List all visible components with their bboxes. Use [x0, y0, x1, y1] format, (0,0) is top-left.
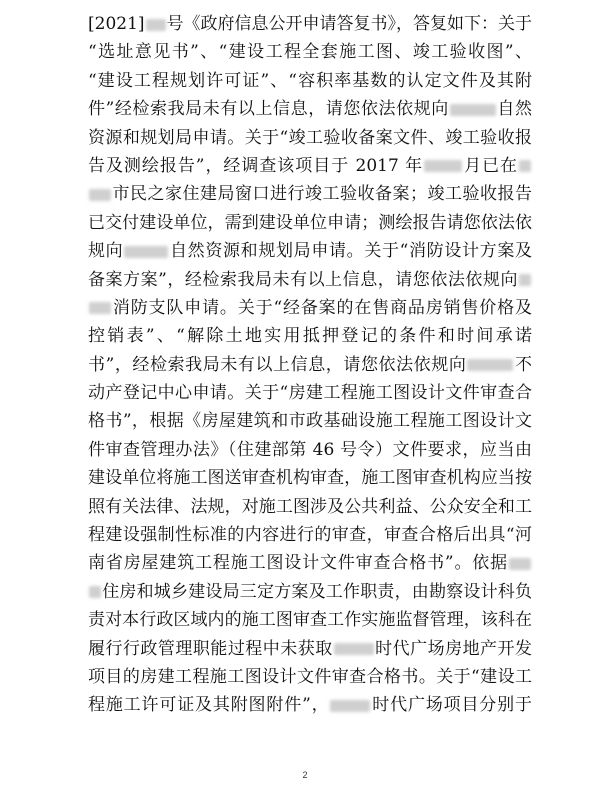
- text-line: [88, 407, 532, 435]
- text-line: [88, 464, 532, 492]
- text-line: [88, 209, 532, 237]
- redaction-mark: [467, 359, 513, 371]
- text-line: [88, 237, 532, 265]
- redaction-mark: [330, 700, 370, 712]
- redaction-mark: [89, 189, 111, 201]
- text-segment: 书”，经检索我局未有以上信息，请您依法依规向: [88, 354, 467, 375]
- text-segment: 项目的房建工程施工图设计文件审查合格书。关于“建设工: [88, 666, 532, 687]
- text-segment: “建设工程规划许可证”、“容积率基数的认定文件及其附: [88, 70, 532, 91]
- document-body-text: [88, 10, 532, 720]
- text-segment: 消防支队申请。关于“经备案的在售商品房销售价格及: [112, 297, 532, 318]
- redaction-mark: [424, 160, 462, 172]
- text-line: [88, 38, 532, 66]
- text-line: [88, 493, 532, 521]
- text-segment: 履行行政管理职能过程中未获取: [88, 638, 333, 659]
- text-line: [88, 180, 532, 208]
- text-segment: 已交付建设单位，需到建设单位申请；测绘报告请您依法依: [88, 212, 532, 233]
- text-segment: 住房和城乡建设局三定方案及工作职责，由勘察设计科负: [102, 581, 532, 602]
- text-line: [88, 549, 532, 577]
- text-segment: 市民之家住建局窗口进行竣工验收备案；竣工验收报告: [112, 184, 532, 205]
- text-line: [88, 322, 532, 350]
- text-line: [88, 635, 532, 663]
- text-segment: 告及测绘报告”，经调查该项目于 2017 年: [88, 155, 424, 176]
- redaction-mark: [450, 104, 496, 116]
- text-segment: 规向: [88, 241, 124, 262]
- text-line: [88, 351, 532, 379]
- text-line: [88, 124, 532, 152]
- text-segment: 不: [514, 354, 532, 375]
- text-line: [88, 663, 532, 691]
- text-segment: 责对本行政区域内的施工图审查工作实施监督管理，该科在: [88, 610, 532, 631]
- redaction-mark: [89, 586, 101, 598]
- text-segment: 动产登记中心申请。关于“房建工程施工图设计文件审查合: [88, 383, 532, 404]
- text-segment: 时代广场项目分别于: [371, 695, 532, 716]
- redaction-mark: [509, 558, 531, 570]
- text-line: [88, 436, 532, 464]
- text-line: [88, 95, 532, 123]
- text-line: [88, 67, 532, 95]
- text-line: [88, 266, 532, 294]
- text-segment: 备案方案”，经检索我局未有以上信息，请您依法依规向: [88, 269, 518, 290]
- text-segment: 照有关法律、法规，对施工图涉及公共利益、公众安全和工: [88, 496, 532, 517]
- text-segment: 件”经检索我局未有以上信息，请您依法依规向: [88, 99, 449, 120]
- redaction-mark: [146, 19, 166, 31]
- page-number: 2: [302, 770, 308, 780]
- text-line: [88, 521, 532, 549]
- redaction-mark: [519, 160, 531, 172]
- text-line: [88, 152, 532, 180]
- redaction-mark: [334, 643, 374, 655]
- text-segment: 程施工许可证及其附图附件”，: [88, 695, 330, 716]
- text-segment: 月已在: [463, 155, 519, 176]
- text-segment: 建设单位将施工图送审查机构审查，施工图审查机构应当按: [88, 468, 532, 489]
- text-segment: 程建设强制性标准的内容进行的审查，审查合格后出具“河: [88, 525, 532, 546]
- text-segment: 南省房屋建筑工程施工图设计文件审查合格书”。依据: [88, 553, 508, 574]
- text-line: [88, 294, 532, 322]
- text-segment: 自然: [496, 99, 532, 120]
- text-line: [88, 578, 532, 606]
- text-segment: 时代广场房地产开发: [374, 638, 533, 659]
- redaction-mark: [124, 246, 168, 258]
- text-line: [88, 10, 532, 38]
- text-segment: [2021]: [88, 14, 145, 34]
- text-line: [88, 379, 532, 407]
- text-line: [88, 606, 532, 634]
- text-line: [88, 691, 532, 719]
- redaction-mark: [519, 274, 531, 286]
- redaction-mark: [89, 302, 111, 314]
- text-segment: 控销表”、“解除土地实用抵押登记的条件和时间承诺: [88, 326, 532, 347]
- text-segment: 格书”，根据《房屋建筑和市政基础设施工程施工图设计文: [88, 411, 532, 432]
- text-segment: 自然资源和规划局申请。关于“消防设计方案及: [169, 241, 533, 262]
- text-segment: 资源和规划局申请。关于“竣工验收备案文件、竣工验收报: [88, 127, 532, 148]
- text-segment: 件审查管理办法》（住建部第 46 号令）文件要求，应当由: [88, 439, 532, 460]
- text-segment: “选址意见书”、“建设工程全套施工图、竣工验收图”、: [88, 42, 532, 63]
- text-segment: 号《政府信息公开申请答复书》，答复如下：关于: [166, 14, 533, 34]
